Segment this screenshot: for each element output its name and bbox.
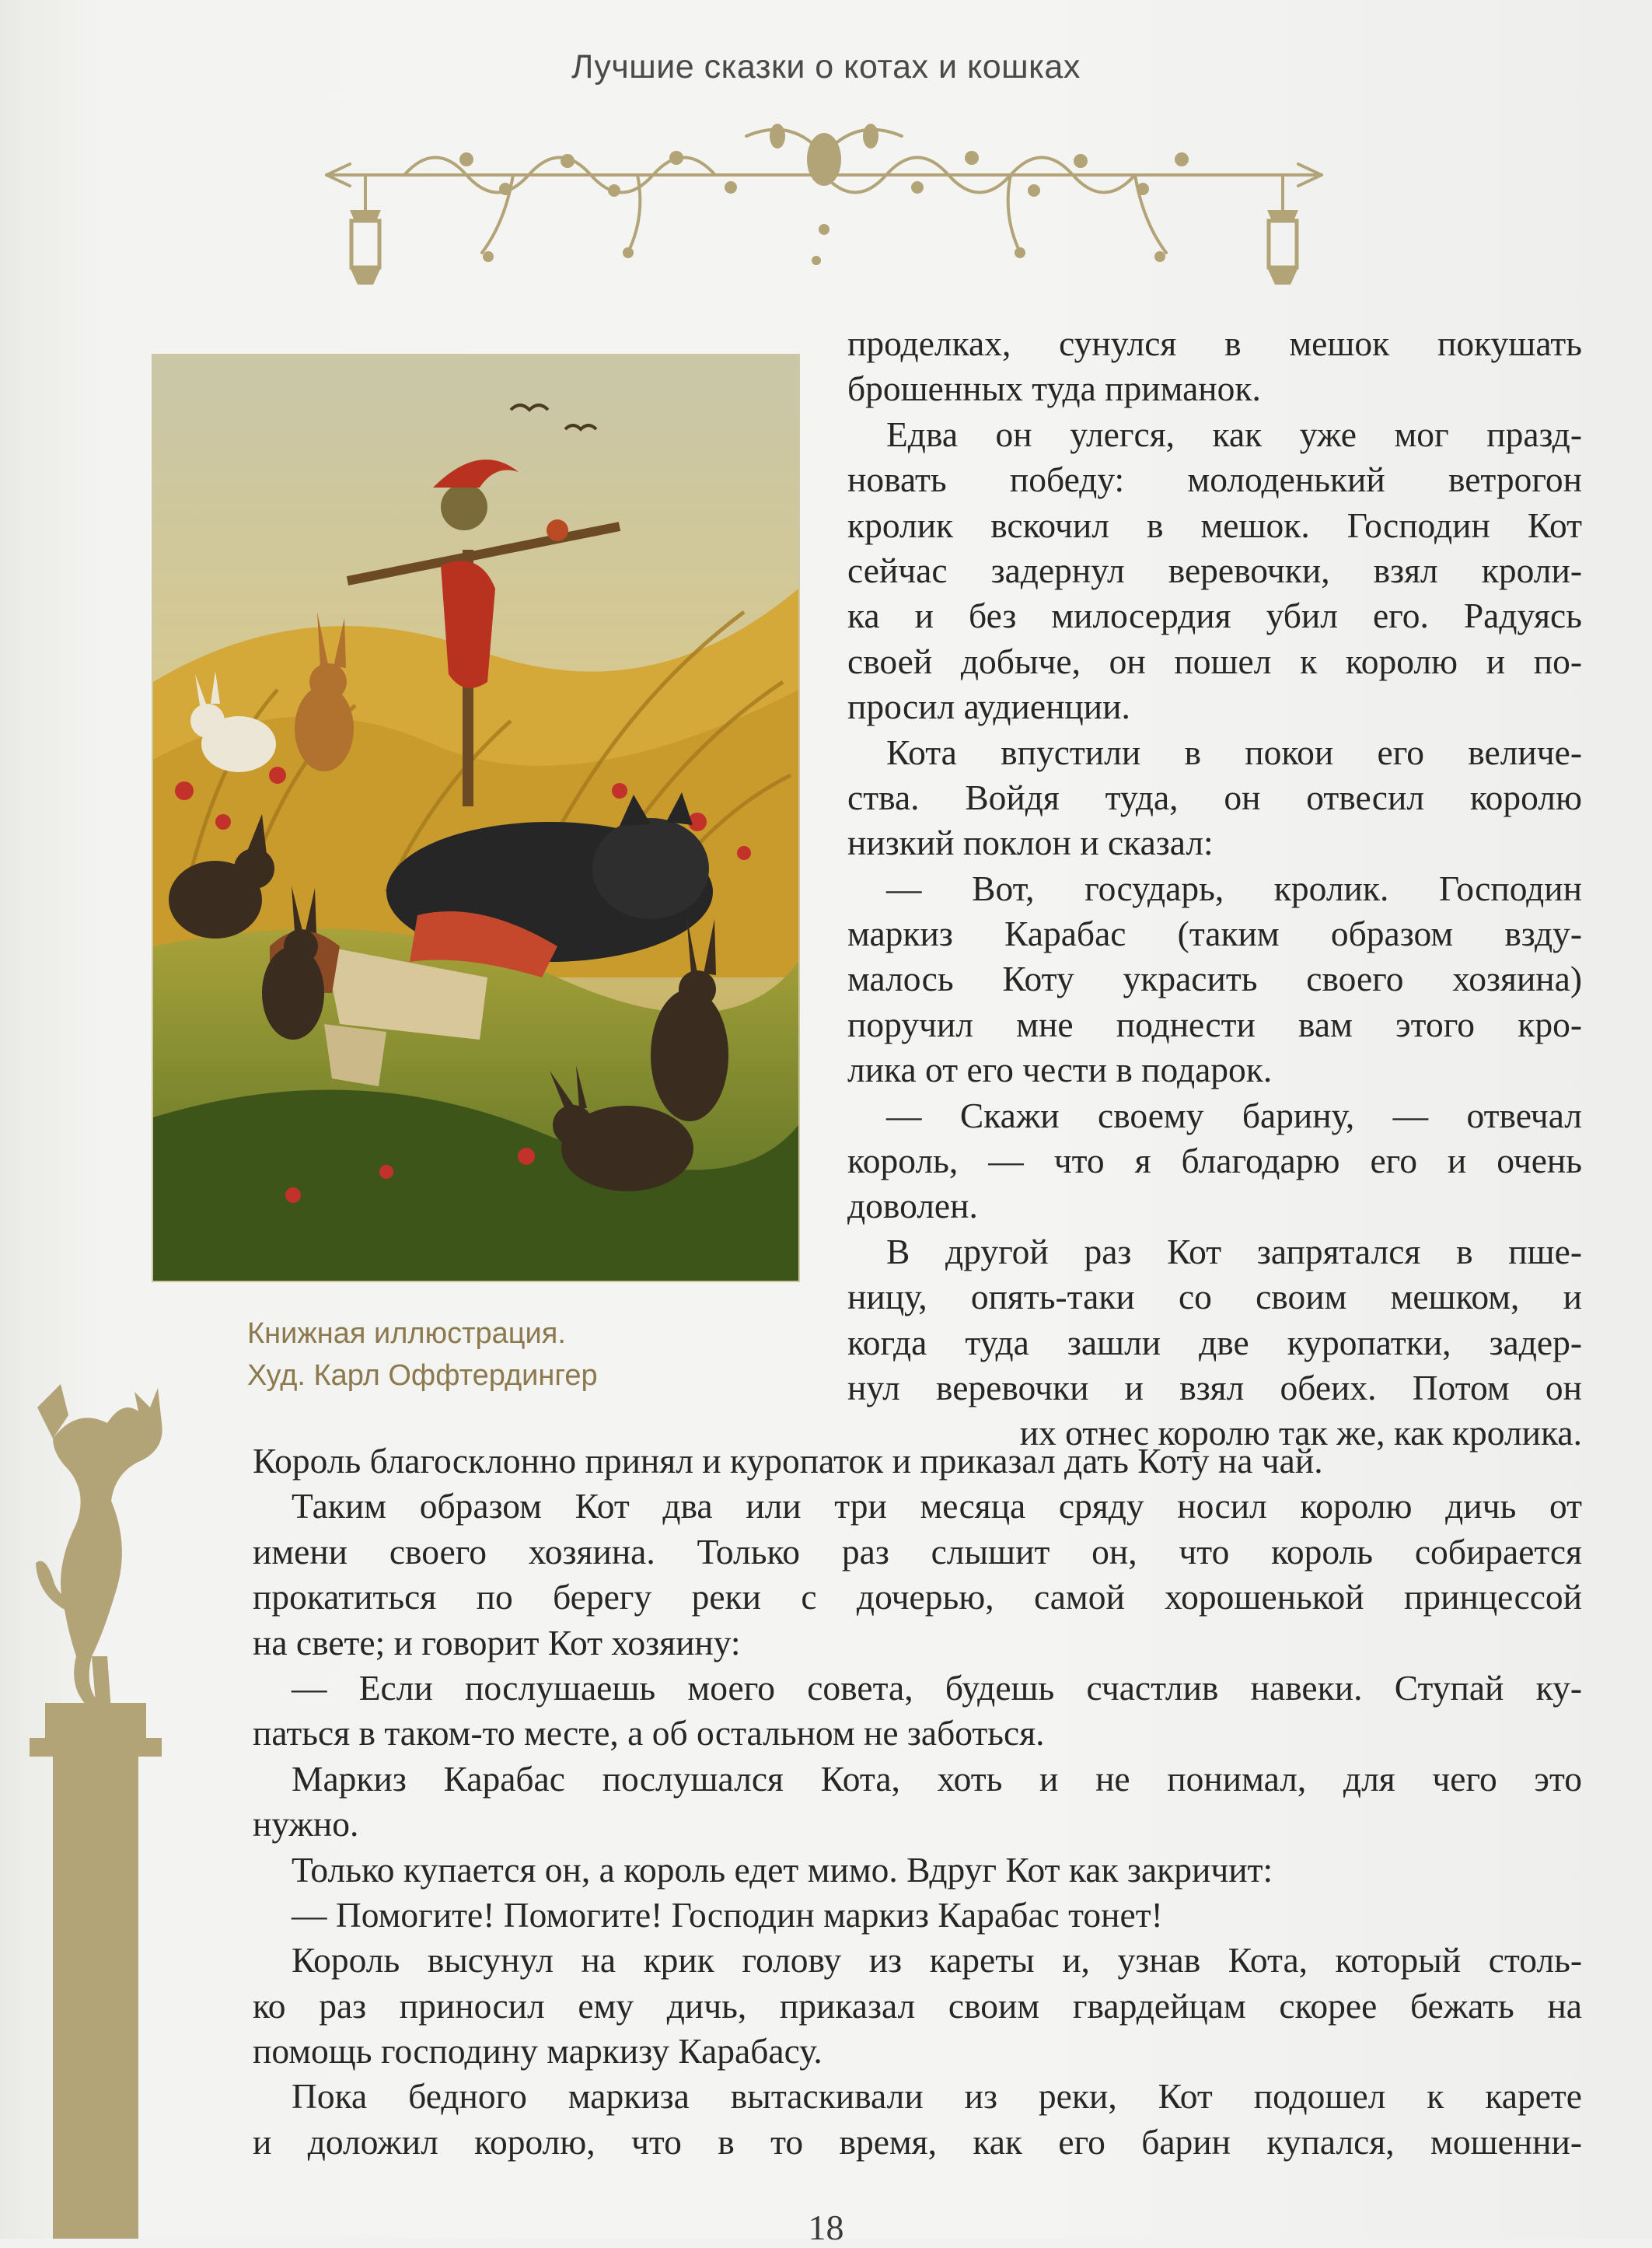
text-line: Кота впустили в покои его величе- — [886, 732, 1582, 772]
text-line: Таким образом Кот два или три месяца сряду носил королю дичь от — [292, 1486, 1582, 1526]
text-line: и доложил королю, что в то время, как его барин купался, мошенни- — [253, 2121, 1582, 2162]
text-line: Едва он улегся, как уже мог празд- — [886, 414, 1582, 454]
lantern-icon — [350, 175, 381, 285]
text-line: ства. Войдя туда, он отвесил королю — [847, 777, 1582, 817]
text-line: на свете; и говорит Кот хозяину: — [253, 1622, 741, 1662]
running-head: Лучшие сказки о котах и кошках — [571, 48, 1081, 86]
text-line: Король высунул на крик голову из кареты и, узнав Кота, который столь- — [292, 1940, 1582, 1981]
text-line: — Вот, государь, кролик. Господин — [886, 868, 1582, 908]
text-line: когда туда зашли две куропатки, задер- — [847, 1322, 1582, 1362]
text-line: малось Коту украсить своего хозяина) — [847, 959, 1582, 999]
text-line: Пока бедного маркиза вытаскивали из реки, Кот подошел к карете — [292, 2076, 1582, 2117]
text-line: — Если послушаешь моего совета, будешь счастлив навеки. Ступай ку- — [292, 1667, 1582, 1708]
book-illustration — [152, 354, 800, 1282]
text-line: помощь господину маркизу Карабасу. — [253, 2031, 823, 2071]
text-line: нул веревочки и взял обеих. Потом он — [847, 1367, 1582, 1407]
text-line: их отнес королю так же, как кролика. — [1019, 1413, 1582, 1453]
text-line: В другой раз Кот запрятался в пше- — [886, 1231, 1582, 1271]
text-line: ницу, опять-таки со своим мешком, и — [847, 1277, 1582, 1317]
text-line: брошенных туда приманок. — [847, 369, 1261, 409]
text-line: сейчас задернул веревочки, взял кроли- — [847, 550, 1582, 590]
lantern-icon — [1267, 175, 1298, 285]
text-line: — Скажи своему барину, — отвечал — [886, 1095, 1582, 1135]
caption-line: Худ. Карл Оффтердингер — [247, 1359, 598, 1392]
text-line: нужно. — [253, 1804, 359, 1844]
text-line: лика от его чести в подарок. — [847, 1050, 1273, 1090]
text-line: поручил мне поднести вам этого кро- — [847, 1004, 1582, 1044]
text-line: новать победу: молоденький ветрогон — [847, 460, 1582, 500]
text-line: паться в таком-то месте, а об остальном не заботься. — [253, 1713, 1045, 1753]
text-line: своей добыче, он пошел к королю и по- — [847, 641, 1582, 681]
full-width-text — [253, 1439, 1582, 2165]
illustration-caption — [247, 1313, 598, 1397]
text-line: прокатиться по берегу реки с дочерью, самой хорошенькой принцессой — [253, 1577, 1582, 1617]
text-line: король, — что я благодарю его и очень — [847, 1141, 1582, 1181]
text-line: проделках, сунулся в мешок покушать — [847, 323, 1582, 363]
text-line: Маркиз Карабас послушался Кота, хоть и не понимал, для чего это — [292, 1758, 1582, 1799]
caption-line: Книжная иллюстрация. — [247, 1317, 566, 1350]
text-line: просил аудиенции. — [847, 687, 1130, 727]
text-line: Король благосклонно принял и куропаток и приказал дать Коту на чай. — [253, 1441, 1323, 1481]
vine-ornament — [311, 113, 1337, 319]
text-line: маркиз Карабас (таким образом взду- — [847, 914, 1582, 954]
text-line: доволен. — [847, 1186, 978, 1226]
text-line: ко раз приносил ему дичь, приказал своим гвардейцам скорее бежать на — [253, 1985, 1582, 2026]
text-line: ка и без милосердия убил его. Радуясь — [847, 596, 1582, 636]
right-column-text — [847, 321, 1582, 1456]
text-line: кролик вскочил в мешок. Господин Кот — [847, 505, 1582, 545]
cat-silhouette-icon — [22, 1376, 177, 2239]
page-number: 18 — [808, 2208, 844, 2247]
text-line: низкий поклон и сказал: — [847, 823, 1214, 863]
text-line: — Помогите! Помогите! Господин маркиз Карабас тонет! — [292, 1894, 1163, 1935]
text-line: имени своего хозяина. Только раз слышит он, что король собирается — [253, 1531, 1582, 1572]
text-line: Только купается он, а король едет мимо. Вдруг Кот как закричит: — [292, 1849, 1273, 1890]
